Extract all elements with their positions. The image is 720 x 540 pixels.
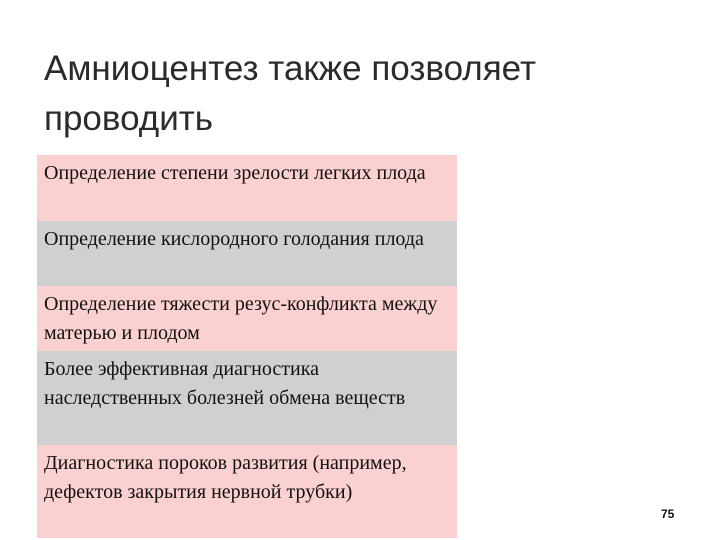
list-item: Диагностика пороков развития (например, дефектов закрытия нервной трубки) [37, 445, 457, 538]
slide-title: Амниоцентез также позволяет проводить [44, 49, 536, 138]
bullet-list [37, 155, 457, 538]
list-item: Определение кислородного голодания плода [37, 221, 457, 286]
list-item: Более эффективная диагностика наследственных болезней обмена веществ [37, 351, 457, 445]
page-number: 75 [661, 507, 675, 521]
list-item: Определение тяжести резус-конфликта между матерью и плодом [37, 286, 457, 351]
list-item: Определение степени зрелости легких плода [37, 155, 457, 221]
